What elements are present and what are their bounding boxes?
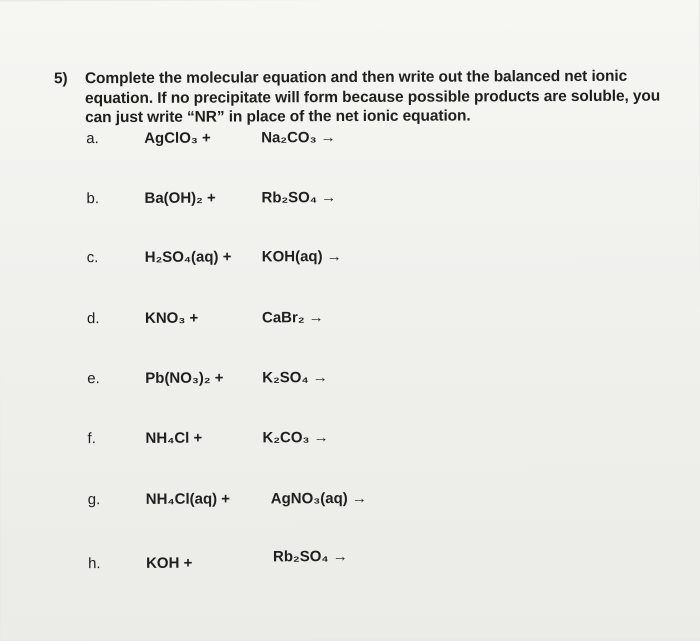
equation-item-g [1,488,700,515]
reactant-b: CaBr₂ → [261,309,324,327]
equation-item-a [0,127,699,154]
equation-item-d [0,307,700,334]
item-letter: g. [87,491,101,509]
equation-item-f [0,427,700,454]
question-number: 5) [53,70,68,88]
reactant-b: Na₂CO₃ → [261,129,336,147]
question-5 [54,67,684,128]
equation-item-e [0,367,700,394]
equation-item-h [1,548,700,579]
item-letter: d. [86,310,100,328]
item-letter: c. [86,249,99,267]
reactant-b: AgNO₃(aq) → [270,489,367,508]
reactant-a: KNO₃ + [144,309,199,327]
reactant-a: Ba(OH)₂ + [144,189,216,207]
reactant-b: K₂CO₃ → [262,429,329,447]
reactant-b: Rb₂SO₄ → [272,548,348,566]
reactant-b: K₂SO₄ → [262,369,328,387]
reactant-b: KOH(aq) → [261,248,342,266]
item-letter: h. [88,555,101,573]
reactant-a: H₂SO₄(aq) + [144,248,232,266]
reactant-a: NH₄Cl(aq) + [145,490,231,508]
reactant-b: Rb₂SO₄ → [261,189,337,207]
reactant-a: KOH + [146,554,193,572]
question-text: Complete the molecular equation and then write out the balanced net ionic equation. If no precipitate will form because possible products are soluble, you can just write “NR” in place of the net ionic equation. [84,67,661,127]
equation-item-c [0,246,700,273]
reactant-a: NH₄Cl + [145,429,203,447]
item-letter: e. [87,370,100,388]
reactant-a: AgClO₃ + [144,129,211,147]
item-letter: f. [87,430,96,448]
reactant-a: Pb(NO₃)₂ + [145,369,224,387]
item-letter: a. [86,130,99,148]
item-letter: b. [86,190,100,208]
equation-item-b [0,187,700,214]
